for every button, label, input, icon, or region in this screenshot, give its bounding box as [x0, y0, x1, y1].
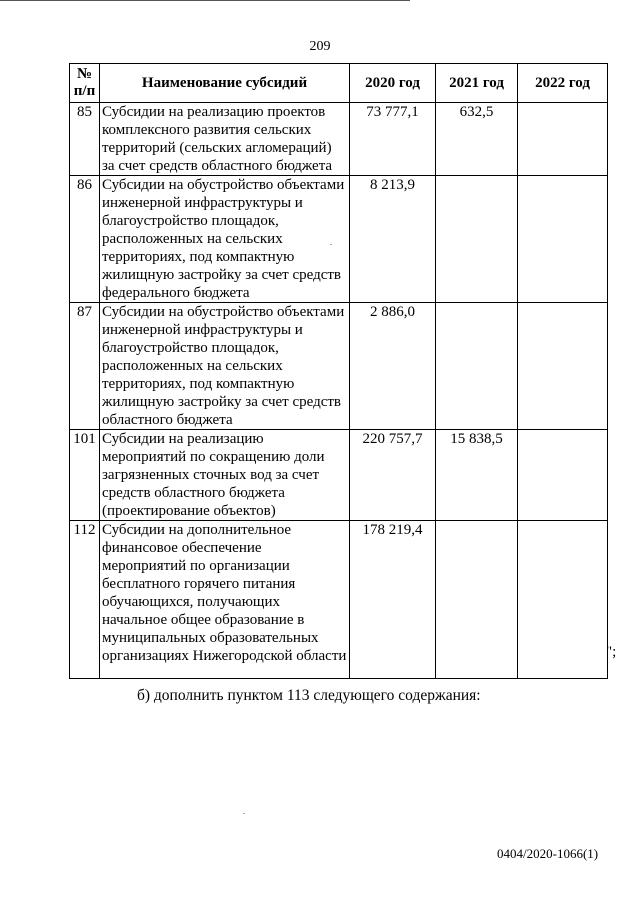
table-row: [70, 521, 608, 679]
header-2021: 2021 год: [436, 64, 518, 103]
amendment-paragraph: б) дополнить пунктом 113 следующего содержания:: [137, 687, 481, 704]
row-name: Субсидии на обустройство объектами инженерной инфраструктуры и благоустройство площадок, расположенных на сельских территориях, под компактную жилищную застройку за счет средств федерального бюджета: [100, 176, 350, 303]
row-value-2022: [518, 103, 608, 176]
row-value-2022: [518, 521, 608, 679]
row-num: 87: [70, 303, 100, 430]
row-value-2022: [518, 176, 608, 303]
table-row: [70, 176, 608, 303]
row-value-2022: [518, 303, 608, 430]
header-name: Наименование субсидий: [100, 64, 350, 103]
row-value-2020: 178 219,4: [350, 521, 436, 679]
document-code: 0404/2020-1066(1): [497, 846, 599, 861]
table-row: [70, 303, 608, 430]
row-num: 112: [70, 521, 100, 679]
row-name: Субсидии на реализацию мероприятий по сокращению доли загрязненных сточных вод за счет средств областного бюджета (проектирование объектов): [100, 430, 350, 521]
row-name: Субсидии на дополнительное финансовое обеспечение мероприятий по организации бесплатного горячего питания обучающихся, получающих начальное общее образование в муниципальных образовательных организациях Нижегородской области: [100, 521, 350, 679]
row-num: 85: [70, 103, 100, 176]
row-value-2021: 632,5: [436, 103, 518, 176]
row-value-2020: 220 757,7: [350, 430, 436, 521]
row-value-2020: 73 777,1: [350, 103, 436, 176]
row-num: 86: [70, 176, 100, 303]
header-2022: 2022 год: [518, 64, 608, 103]
scan-speck: [330, 244, 332, 245]
row-name: Субсидии на реализацию проектов комплексного развития сельских территорий (сельских агломераций) за счет средств областного бюджета: [100, 103, 350, 176]
row-value-2022: [518, 430, 608, 521]
table-row: [70, 430, 608, 521]
row-value-2020: 2 886,0: [350, 303, 436, 430]
row-value-2021: [436, 176, 518, 303]
top-border-line: [0, 0, 410, 1]
header-num: № п/п: [70, 64, 100, 103]
page-number: 209: [309, 39, 331, 54]
header-2020: 2020 год: [350, 64, 436, 103]
table-row: [70, 103, 608, 176]
table-header-row: [70, 64, 608, 103]
row-value-2021: [436, 303, 518, 430]
row-num: 101: [70, 430, 100, 521]
scan-speck: [243, 813, 245, 814]
closing-quote-mark: ";: [606, 644, 617, 660]
row-value-2021: 15 838,5: [436, 430, 518, 521]
subsidies-table: [69, 63, 608, 679]
row-value-2021: [436, 521, 518, 679]
row-name: Субсидии на обустройство объектами инженерной инфраструктуры и благоустройство площадок, расположенных на сельских территориях, под компактную жилищную застройку за счет средств областного бюджета: [100, 303, 350, 430]
row-value-2020: 8 213,9: [350, 176, 436, 303]
